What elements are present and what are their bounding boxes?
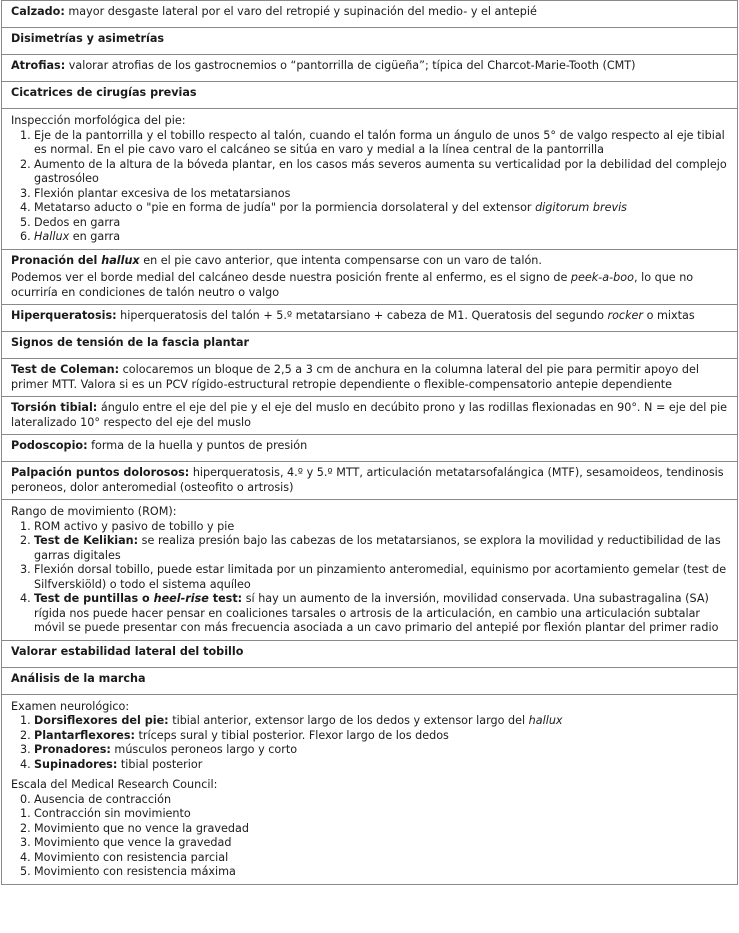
cell-calzado (2, 1, 738, 28)
pronacion-head: Pronación del (11, 253, 102, 267)
list-number: 1. (20, 714, 31, 727)
neuro-item-head: Supinadores: (34, 757, 118, 771)
list-text: Aumento de la altura de la bóveda plantar, en los casos más severos aumenta su verticalidad por la debilidad del complejo gastrosóleo (34, 157, 727, 185)
list-number: 3. (20, 836, 31, 849)
coleman-head: Test de Coleman: (11, 363, 120, 376)
puntillas-head: Test de puntillas o (34, 592, 154, 605)
inspeccion-item-5 (20, 216, 729, 231)
list-text: Contracción sin movimiento (34, 807, 191, 820)
list-number: 2. (20, 157, 31, 171)
row-inspeccion (2, 109, 738, 250)
hiperqueratosis-text-end: o mixtas (643, 309, 695, 322)
list-text: Movimiento que vence la gravedad (34, 836, 232, 849)
list-number: 3. (20, 743, 31, 756)
palpacion-head: Palpación puntos dolorosos: (11, 466, 190, 479)
neuro-item-2 (20, 729, 729, 744)
row-neuro (2, 694, 738, 884)
list-text: en garra (69, 230, 121, 243)
cell-atrofias (2, 55, 738, 82)
pronacion-para-2 (11, 271, 729, 300)
mrc-item-3 (20, 836, 729, 851)
list-text: tríceps sural y tibial posterior. Flexor largo de los dedos (134, 728, 449, 742)
puntillas-head-end: test: (208, 592, 243, 605)
rom-item-1 (20, 520, 729, 535)
row-marcha (2, 667, 738, 694)
list-number: 6. (20, 230, 31, 243)
row-calzado (2, 1, 738, 28)
cell-neuro (2, 694, 738, 884)
list-text: Movimiento que no vence la gravedad (34, 821, 249, 835)
mrc-item-2 (20, 822, 729, 837)
disimetrias-head: Disimetrías y asimetrías (11, 32, 165, 45)
rom-title: Rango de movimiento (ROM): (11, 505, 177, 518)
cell-hiperqueratosis (2, 305, 738, 332)
row-coleman (2, 359, 738, 397)
calzado-head: Calzado: (11, 5, 65, 18)
list-number: 1. (20, 519, 31, 533)
mrc-item-0 (20, 793, 729, 808)
neuro-item-4 (20, 758, 729, 773)
row-pronacion (2, 249, 738, 305)
list-italic-text: digitorum brevis (535, 201, 628, 214)
list-number: 5. (20, 215, 31, 229)
torsion-text: ángulo entre el eje del pie y el eje del muslo en decúbito prono y las rodillas flexionadas en 90°. N = eje del pie lateralizado 10° respecto del eje del muslo (11, 401, 728, 429)
coleman-text: colocaremos un bloque de 2,5 a 3 cm de anchura en la columna lateral del pie para permitir apoyo del primer MTT. Valora si es un PCV rígido-estructural retropie dependiente o flexible-compensatorio antepie dependiente (11, 363, 700, 391)
hiperqueratosis-italic: rocker (607, 309, 644, 322)
row-podoscopio (2, 435, 738, 462)
list-italic-text: hallux (528, 714, 563, 727)
mrc-item-1 (20, 807, 729, 822)
marcha-head: Análisis de la marcha (11, 671, 146, 685)
kelikian-head: Test de Kelikian: (34, 534, 139, 547)
list-number: 0. (20, 792, 31, 806)
list-text: Dedos en garra (34, 215, 121, 229)
list-text: tibial anterior, extensor largo de los dedos y extensor largo del (168, 714, 529, 727)
cell-disimetrias (2, 28, 738, 55)
list-text: Flexión dorsal tobillo, puede estar limitada por un pinzamiento anteromedial, equinismo por acortamiento gemelar (test de Silfverskiöld) o todo el sistema aquíleo (34, 563, 727, 591)
inspeccion-item-1 (20, 129, 729, 158)
rom-item-4 (20, 592, 729, 636)
podoscopio-head: Podoscopio: (11, 439, 88, 452)
row-palpacion (2, 462, 738, 500)
cell-marcha (2, 667, 738, 694)
list-text: Ausencia de contracción (34, 792, 172, 806)
list-number: 1. (20, 128, 31, 142)
list-text: Movimiento con resistencia máxima (34, 865, 236, 878)
cell-pronacion (2, 249, 738, 305)
atrofias-text: valorar atrofias de los gastrocnemios o “pantorrilla de cigüeña”; típica del Charcot-Marie-Tooth (CMT) (65, 59, 636, 72)
row-torsion (2, 397, 738, 435)
inspeccion-item-3 (20, 187, 729, 202)
exploration-table (1, 0, 738, 885)
inspeccion-item-2 (20, 158, 729, 187)
list-text: tibial posterior (117, 757, 203, 771)
neuro-item-1 (20, 714, 729, 729)
neuro-item-3 (20, 743, 729, 758)
mrc-list (11, 793, 729, 880)
cell-cicatrices (2, 82, 738, 109)
list-text: Eje de la pantorrilla y el tobillo respecto al talón, cuando el talón forma un ángulo de unos 5° de valgo respecto al eje tibial es normal. En el pie cavo varo el calcáneo se sitúa en varo y medial a la línea central de la pantorrilla (34, 128, 725, 156)
row-signos (2, 332, 738, 359)
rom-item-2 (20, 534, 729, 563)
mrc-item-4 (20, 851, 729, 866)
list-text: ROM activo y pasivo de tobillo y pie (34, 519, 235, 533)
cicatrices-head: Cicatrices de cirugías previas (11, 86, 197, 99)
cell-palpacion (2, 462, 738, 500)
cell-coleman (2, 359, 738, 397)
list-text: Flexión plantar excesiva de los metatarsianos (34, 186, 291, 200)
atrofias-head: Atrofias: (11, 59, 66, 72)
neuro-title: Examen neurológico: (11, 699, 130, 713)
calzado-text: mayor desgaste lateral por el varo del retropié y supinación del medio- y el antepié (64, 5, 537, 18)
neuro-list (11, 714, 729, 772)
cell-podoscopio (2, 435, 738, 462)
list-number: 2. (20, 728, 31, 742)
list-number: 1. (20, 807, 31, 820)
list-number: 4. (20, 201, 31, 214)
mrc-item-5 (20, 865, 729, 880)
torsion-head: Torsión tibial: (11, 401, 98, 414)
rom-item-3 (20, 563, 729, 592)
list-text: se realiza presión bajo las cabezas de los metatarsianos, se explora la movilidad y reductibilidad de las garras digitales (34, 534, 721, 562)
list-number: 4. (20, 592, 31, 605)
cell-rom (2, 500, 738, 641)
palpacion-text: hiperqueratosis, 4.º y 5.º MTT, articulación metatarsofalángica (MTF), sesamoideos, tendinosis peroneos, dolor anteromedial (osteofito o artrosis) (11, 466, 724, 494)
mrc-title: Escala del Medical Research Council: (11, 778, 218, 791)
cell-signos (2, 332, 738, 359)
list-text: sí hay un aumento de la inversión, movilidad conservada. Una subastragalina (SA) rígida nos puede hacer pensar en coaliciones tarsales o artrosis de la articulación, en cambio una articulación subtalar móvil se puede presentar con más frecuencia asociada a un cavo primario del antepié por flexión plantar del primer radio (34, 592, 719, 634)
hiperqueratosis-text: hiperqueratosis del talón + 5.º metatarsiano + cabeza de M1. Queratosis del segundo (116, 309, 608, 322)
list-number: 5. (20, 865, 31, 878)
pronacion-head-italic: hallux (101, 253, 140, 267)
estabilidad-head: Valorar estabilidad lateral del tobillo (11, 644, 244, 658)
row-rom (2, 500, 738, 641)
hiperqueratosis-head: Hiperqueratosis: (11, 309, 117, 322)
list-number: 3. (20, 563, 31, 576)
row-disimetrias (2, 28, 738, 55)
list-number: 2. (20, 821, 31, 835)
list-number: 2. (20, 534, 31, 547)
cell-torsion (2, 397, 738, 435)
list-number: 4. (20, 850, 31, 864)
pronacion-para-1 (11, 254, 729, 269)
rom-list (11, 520, 729, 636)
list-italic-text: Hallux (34, 230, 70, 243)
podoscopio-text: forma de la huella y puntos de presión (87, 439, 308, 452)
list-text: músculos peroneos largo y corto (110, 743, 298, 756)
inspeccion-item-6 (20, 230, 729, 245)
row-atrofias (2, 55, 738, 82)
neuro-item-head: Pronadores: (34, 743, 111, 756)
puntillas-head-italic: heel-rise (153, 592, 209, 605)
inspeccion-list (11, 129, 729, 245)
list-number: 4. (20, 757, 31, 771)
list-number: 3. (20, 186, 31, 200)
pronacion-text: en el pie cavo anterior, que intenta compensarse con un varo de talón. (139, 253, 542, 267)
neuro-item-head: Plantarflexores: (34, 728, 135, 742)
neuro-item-head: Dorsiflexores del pie: (34, 714, 169, 727)
cell-estabilidad (2, 640, 738, 667)
pronacion-p2-text: Podemos ver el borde medial del calcáneo desde nuestra posición frente al enfermo, es el signo de (11, 271, 571, 284)
list-text: Metatarso aducto o "pie en forma de judía" por la pormiencia dorsolateral y del extensor (34, 201, 536, 214)
pronacion-p2-text-end: , lo que no ocurriría en condiciones de talón neutro o valgo (11, 271, 694, 299)
inspeccion-title: Inspección morfológica del pie: (11, 114, 186, 127)
pronacion-p2-italic: peek-a-boo (570, 271, 634, 284)
inspeccion-item-4 (20, 201, 729, 216)
row-hiperqueratosis (2, 305, 738, 332)
row-estabilidad (2, 640, 738, 667)
signos-head: Signos de tensión de la fascia plantar (11, 336, 250, 349)
cell-inspeccion (2, 109, 738, 250)
list-text: Movimiento con resistencia parcial (34, 850, 229, 864)
row-cicatrices (2, 82, 738, 109)
